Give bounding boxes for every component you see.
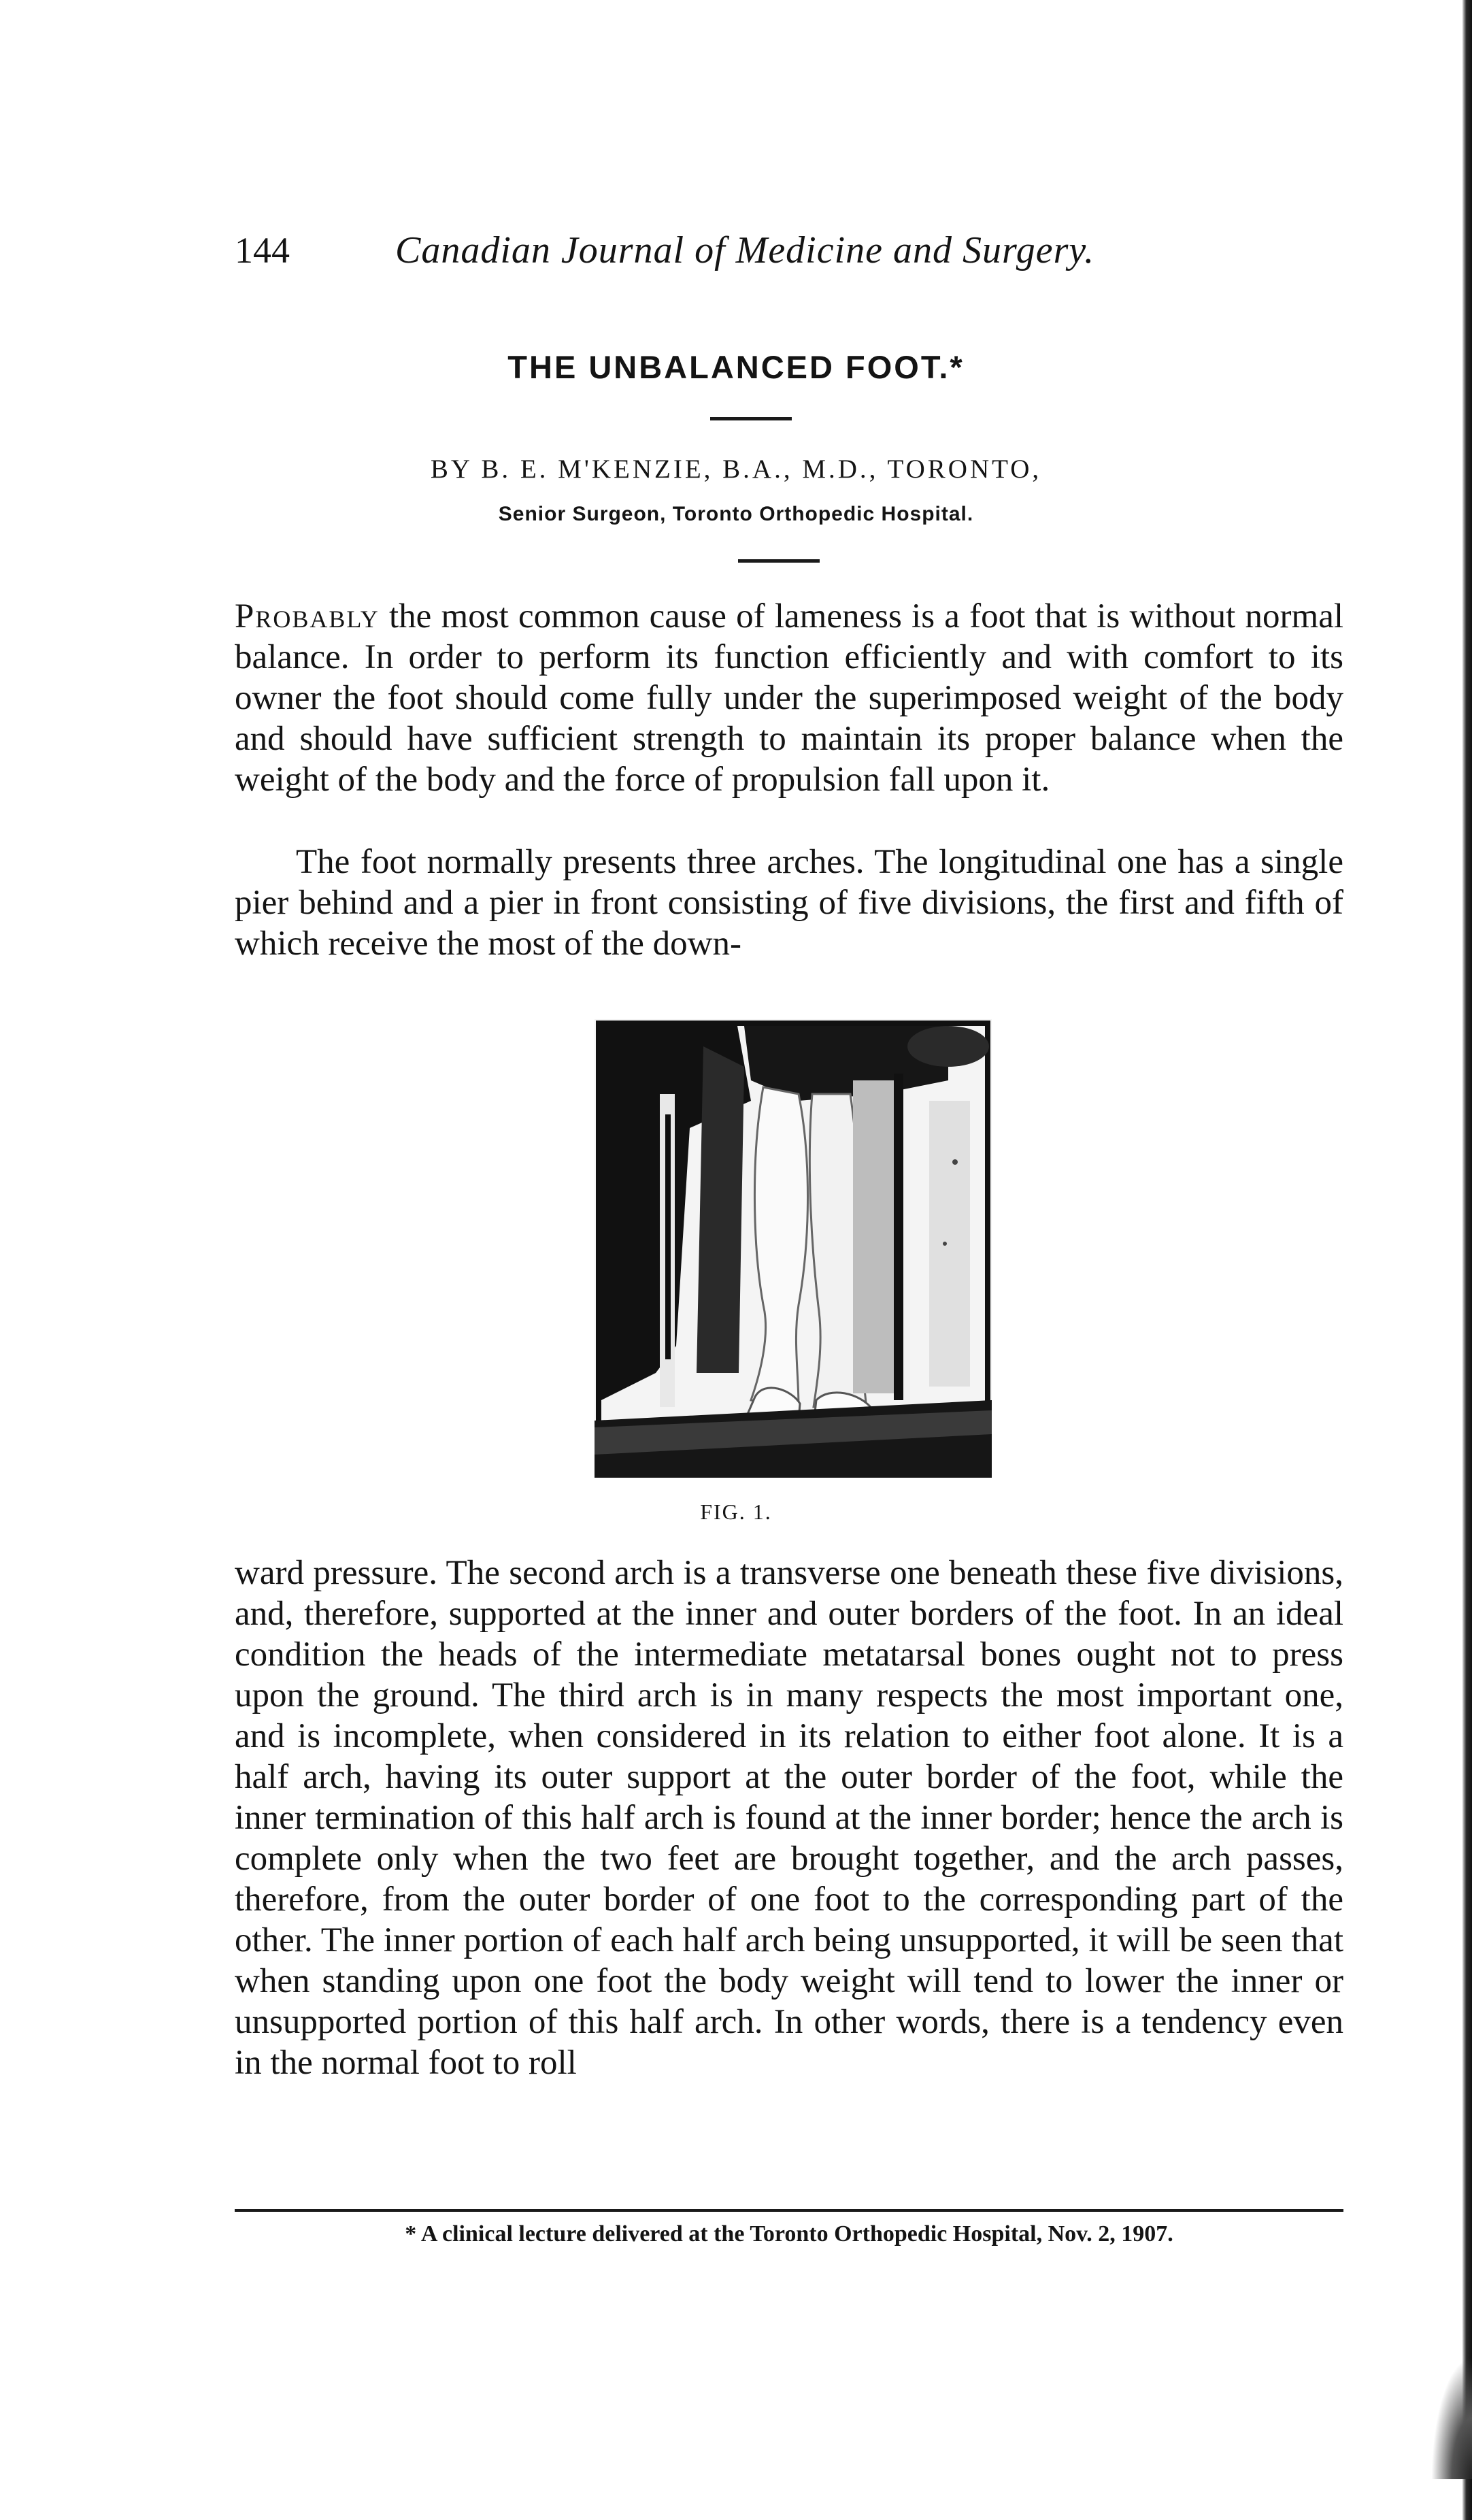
page-edge-smudge [1431,2357,1472,2479]
author-affiliation: Senior Surgeon, Toronto Orthopedic Hospital. [498,503,974,525]
article-title: THE UNBALANCED FOOT.* [507,349,965,385]
page-number: 144 [235,230,290,271]
body-paragraph-1 [235,596,1343,800]
running-header [235,223,1180,278]
footnote: * A clinical lecture delivered at the Toronto Orthopedic Hospital, Nov. 2, 1907. [405,2221,1173,2247]
title-rule [710,417,792,420]
running-title: Canadian Journal of Medicine and Surgery. [395,229,1095,271]
paragraph-text: the most common cause of lameness is a foot that is without normal balance. In order to perform its function efficiently and with comfort to its owner the foot should come fully under the superimposed weight of the body and should have sufficient strength to maintain its proper balance when the weight of the body and the force of propulsion fall upon it. [235,597,1343,799]
byline-rule [738,559,820,563]
paragraph-text: ward pressure. The second arch is a transverse one beneath these five divisions, and, therefore, supported at the inner and outer borders of the foot. In an ideal condition the heads of the intermediate metatarsal bones ought not to press upon the ground. The third arch is in many respects the most important one, and is incomplete, when considered in its relation to either foot alone. It is a half arch, having its outer support at the outer border of the foot, while the inner termination of this half arch is found at the inner border; hence the arch is complete only when the two feet are brought together, and the arch passes, therefore, from the outer border of one foot to the corresponding part of the other. The inner portion of each half arch being unsupported, it will be seen that when standing upon one foot the body weight will tend to lower the inner or unsupported portion of this half arch. In other words, there is a tendency even in the normal foot to roll [235,1554,1343,2082]
paragraph-text: The foot normally presents three arches. The longitudinal one has a single pier behind and a pier in front consisting of five divisions, the first and fifth of which receive the most of the down- [235,843,1343,963]
figure-caption: FIG. 1. [700,1499,772,1524]
body-paragraph-2 [235,842,1343,964]
body-paragraph-3 [235,1553,1343,2083]
figure-photograph [595,1019,992,1478]
author-byline: BY B. E. M'KENZIE, B.A., M.D., TORONTO, [430,454,1042,484]
paragraph-lead-word: Probably [235,597,380,635]
legs-photo-icon [595,1019,992,1478]
footnote-rule [235,2209,1343,2212]
